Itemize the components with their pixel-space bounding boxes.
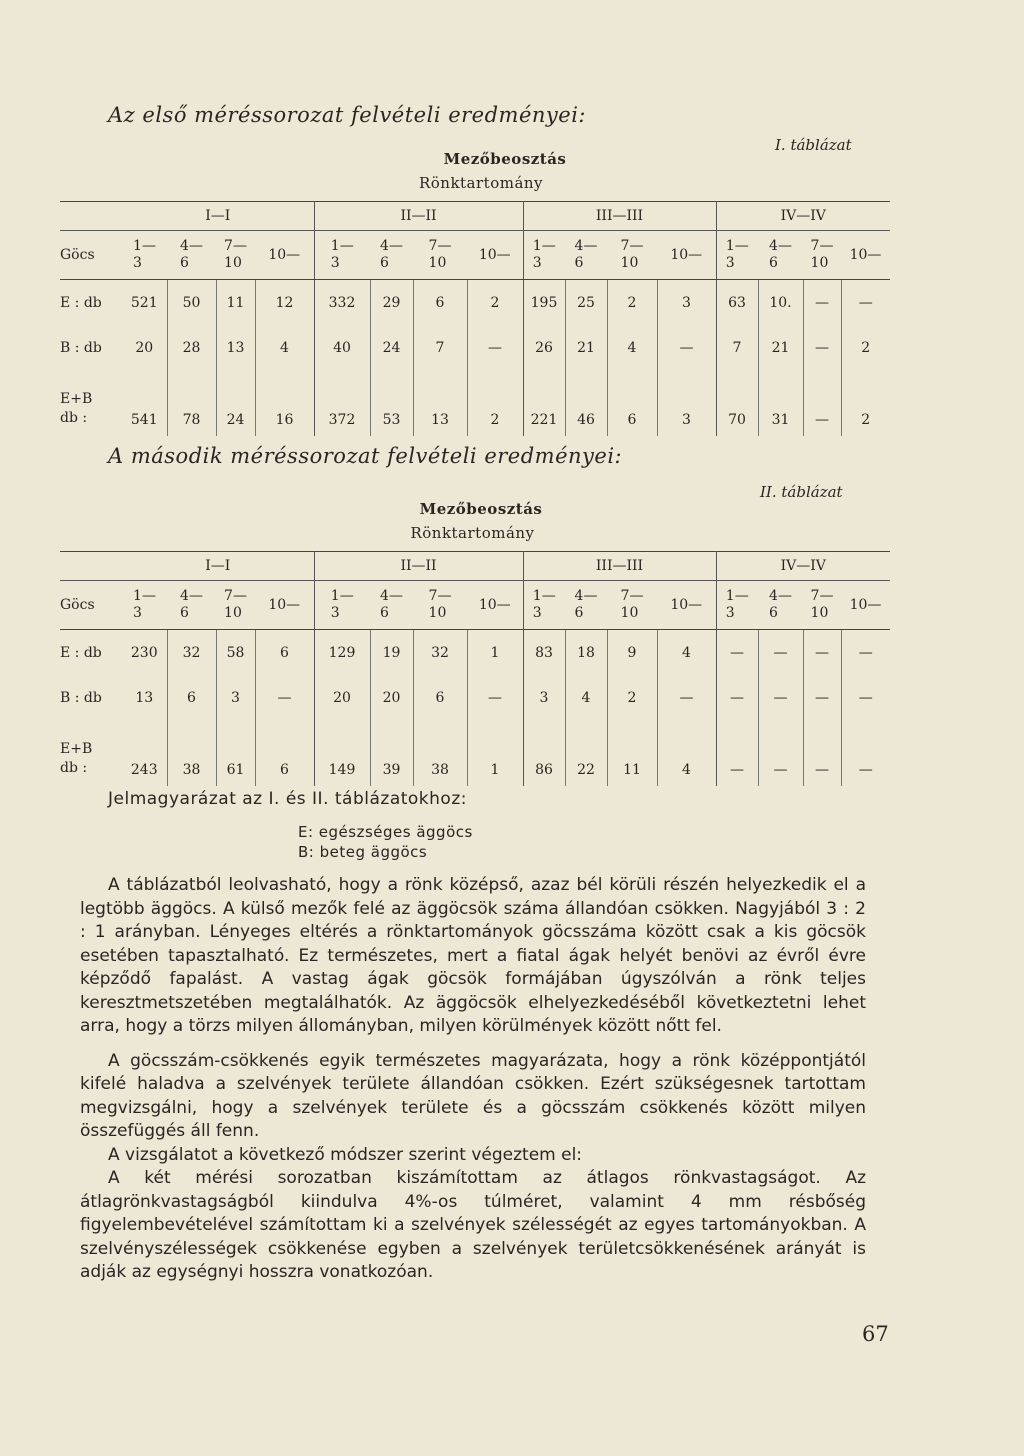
range-from: 1— [133,238,156,254]
table-cell: 1 [467,630,523,676]
range-to: 6 [180,605,189,621]
range-to: 3 [133,255,142,271]
table-cell: 24 [216,370,255,436]
row-label: E : db [60,644,102,661]
table-cell: — [803,720,841,786]
table-cell: — [758,720,803,786]
table2-group-4: IV—IV [716,552,890,581]
table1-row-eb [60,370,890,436]
range-to: 3 [725,255,735,271]
table1-range-header [370,231,413,280]
table-cell: 25 [565,280,607,326]
row-label-line: db : [60,410,88,426]
table-cell: — [803,280,841,326]
table-cell: 32 [413,630,467,676]
table-cell: 58 [216,630,255,676]
range-from: 10— [849,246,882,263]
body-text [80,874,866,1285]
range-label [533,238,556,272]
table-cell: — [858,294,873,311]
table2-range-row [60,581,890,630]
table2 [60,551,890,786]
table1-range-header [841,231,890,280]
table-cell: 10. [758,280,803,326]
range-to: 3 [532,605,542,621]
table-cell: 149 [314,720,370,786]
table1-range-header [467,231,523,280]
table-cell: 70 [716,370,758,436]
range-label [479,597,511,614]
table-cell: 39 [370,720,413,786]
paragraph-3: A vizsgálatot a következő módszer szerint végeztem el: [108,1144,583,1165]
legend-item-e: E: egészséges äggöcs [298,823,473,841]
table-cell: 1 [467,720,523,786]
table-cell: 332 [314,280,370,326]
range-label [575,588,598,622]
paragraph-2: A göcsszám-csökkenés egyik természetes magyarázata, hogy a rönk középpontjától kifelé haladva a szelvények területe állandóan csökken. Ezért szükségesnek tartottam megvizsgálni, hogy a szelvények területe és a göcsszám csökkenés között milyen összefüggés áll fenn. [80,1050,866,1141]
range-from: 10— [268,596,301,613]
range-from: 1— [330,238,354,254]
table1-group-4: IV—IV [716,202,890,231]
range-from: 7— [620,238,644,254]
table2-label: II. táblázat [760,483,843,501]
table-cell: 21 [758,325,803,370]
table-cell: 230 [122,630,167,676]
table-cell: 195 [523,280,565,326]
table-cell: 6 [255,720,314,786]
table-cell: 86 [523,720,565,786]
page-number: 67 [862,1322,889,1346]
table-cell: — [657,325,716,370]
table-cell: 40 [314,325,370,370]
range-to: 3 [532,255,542,271]
table-cell: 4 [565,675,607,720]
table-cell: 7 [413,325,467,370]
range-label [850,597,882,614]
table2-heading: A második méréssorozat felvételi eredményei: [108,444,623,468]
table2-group-2: II—II [314,552,523,581]
table1-range-header [216,231,255,280]
table-cell: 38 [413,720,467,786]
row-label [60,720,122,786]
table-cell: 83 [523,630,565,676]
range-from: 10— [478,596,511,613]
table2-range-title: Rönktartomány [410,524,535,542]
table-cell: — [803,675,841,720]
table-cell: 12 [255,280,314,326]
table1-range-header [803,231,841,280]
range-from: 7— [224,238,247,254]
range-label [180,238,203,272]
range-from: 4— [180,588,203,604]
row-label-line: E+B [60,391,93,407]
range-label [180,588,203,622]
table1-label: I. táblázat [775,136,852,154]
range-label [331,238,354,272]
table-cell: 32 [167,630,216,676]
range-label [811,238,834,272]
table-cell: 22 [565,720,607,786]
table1-range-header [758,231,803,280]
table-cell: — [716,630,758,676]
range-to: 10 [428,605,447,621]
table-cell: 7 [716,325,758,370]
table-cell: — [467,325,523,370]
table-cell: 6 [413,280,467,326]
range-to: 6 [380,255,389,271]
table2-range-header [122,581,167,630]
range-to: 10 [620,255,639,271]
table2-range-header [255,581,314,630]
table-cell: 4 [255,325,314,370]
table-cell: 2 [607,675,657,720]
range-label [429,588,452,622]
table-cell: 18 [565,630,607,676]
legend-list [298,822,473,862]
table1-field-title: Mezőbeosztás [443,150,567,168]
range-label [133,238,156,272]
table2-corner-top [60,552,122,581]
table-cell: 16 [255,370,314,436]
table-cell: 6 [607,370,657,436]
table1-range-header [523,231,565,280]
range-to: 6 [574,605,584,621]
table-cell: 6 [255,630,314,676]
range-from: 10— [478,246,511,263]
row-label: E : db [60,294,102,311]
table-cell: 13 [413,370,467,436]
table-cell: 521 [122,280,167,326]
table2-group-3: III—III [523,552,716,581]
table-cell: 24 [370,325,413,370]
range-label [133,588,156,622]
table2-range-header [167,581,216,630]
table2-group-1: I—I [122,552,314,581]
range-from: 1— [330,588,354,604]
table-cell: — [657,675,716,720]
table-cell: 11 [607,720,657,786]
range-label [268,247,300,264]
row-label [60,370,122,436]
range-to: 10 [620,605,639,621]
table-cell: 4 [657,720,716,786]
range-label [575,238,598,272]
table2-range-header [523,581,565,630]
range-from: 7— [224,588,247,604]
table1-group-3: III—III [523,202,716,231]
range-label [380,238,403,272]
table1-range-header [657,231,716,280]
table1 [60,201,890,436]
table-cell: 2 [861,339,871,356]
range-from: 4— [380,588,403,604]
range-label [533,588,556,622]
table-cell: 2 [607,280,657,326]
legend-item-b: B: beteg äggöcs [298,843,428,861]
range-to: 6 [769,605,778,621]
table-cell: 63 [716,280,758,326]
table-cell: 9 [607,630,657,676]
table-cell: 61 [216,720,255,786]
row-label: B : db [60,339,102,356]
range-to: 6 [574,255,584,271]
table-cell: 19 [370,630,413,676]
range-label [726,588,749,622]
table2-range-header [565,581,607,630]
table-cell: — [803,370,841,436]
table1-range-header [413,231,467,280]
table2-range-header [716,581,758,630]
table2-range-header [657,581,716,630]
table2-range-header [370,581,413,630]
table-cell: 29 [370,280,413,326]
table-cell: 6 [413,675,467,720]
table-cell: 53 [370,370,413,436]
table-cell: 13 [216,325,255,370]
range-to: 10 [224,255,242,271]
table-cell: 21 [565,325,607,370]
range-to: 3 [133,605,142,621]
range-label [811,588,834,622]
table-cell: — [858,762,873,778]
table-cell: 46 [565,370,607,436]
range-from: 1— [133,588,156,604]
table1-range-header [716,231,758,280]
range-to: 10 [428,255,447,271]
range-label [268,597,300,614]
table2-row-b [60,675,890,720]
range-label [621,588,644,622]
range-from: 1— [725,588,749,604]
table-cell: 20 [314,675,370,720]
range-label [479,247,511,264]
table-cell: 50 [167,280,216,326]
range-label [726,238,749,272]
table2-range-header [413,581,467,630]
table1-corner-top [60,202,122,231]
range-label [769,588,792,622]
range-from: 10— [670,246,703,263]
range-label [429,238,452,272]
table-cell: — [716,720,758,786]
table2-range-header [803,581,841,630]
table1-range-header [167,231,216,280]
table-cell: 20 [370,675,413,720]
table1-range-row [60,231,890,280]
table-cell: 3 [523,675,565,720]
table2-row-eb [60,720,890,786]
table-cell: 541 [122,370,167,436]
table1-range-header [255,231,314,280]
range-from: 1— [532,588,556,604]
range-from: 10— [268,246,301,263]
table-cell: 31 [758,370,803,436]
table-cell: 13 [122,675,167,720]
table1-group-1: I—I [122,202,314,231]
row-label-line: db : [60,760,88,776]
table-cell: — [716,675,758,720]
range-label [850,247,882,264]
range-to: 6 [180,255,189,271]
table1-row-e [60,280,890,326]
paragraph-4: A két mérési sorozatban kiszámítottam az átlagos rönkvastagságot. Az átlagrönkvastagságból kiindulva 4%-os túlméret, valamint 4 mm résbőség figyelembevételével számítottam ki a szelvények szélességét az egyes tartományokban. A szelvényszélességek csökkenése egyben a szelvények területcsökkenésének arányát is adják az egységnyi hosszra vonatkozóan. [80,1168,866,1282]
table-cell: 3 [657,370,716,436]
range-to: 10 [224,605,242,621]
range-from: 4— [180,238,203,254]
range-label [224,238,247,272]
range-to: 10 [810,605,829,621]
table1-range-title: Rönktartomány [418,174,544,192]
table-cell: — [858,689,873,706]
table-cell: 6 [167,675,216,720]
table1-range-header [122,231,167,280]
range-label [769,238,792,272]
range-from: 4— [574,588,598,604]
range-from: 7— [810,588,834,604]
table-cell: 372 [314,370,370,436]
table-cell: 221 [523,370,565,436]
range-from: 10— [849,596,882,613]
table-cell: — [758,630,803,676]
range-to: 10 [810,255,829,271]
range-label [380,588,403,622]
row-label-line: E+B [60,741,93,757]
range-from: 1— [532,238,556,254]
range-to: 3 [330,605,340,621]
range-from: 4— [574,238,598,254]
table-cell: 2 [467,280,523,326]
table-cell: — [758,675,803,720]
range-from: 7— [428,238,452,254]
table2-range-header [841,581,890,630]
table-cell: — [467,675,523,720]
range-to: 3 [330,255,340,271]
table1-group-row [60,202,890,231]
table-cell: 4 [607,325,657,370]
range-label [621,238,644,272]
table2-field-title: Mezőbeosztás [419,500,543,518]
table-cell: 38 [167,720,216,786]
range-label [670,597,702,614]
table1-row-b [60,325,890,370]
range-label [224,588,247,622]
range-from: 4— [380,238,403,254]
table-cell: — [255,675,314,720]
legend-title: Jelmagyarázat az I. és II. táblázatokhoz: [108,789,467,809]
table-cell: 78 [167,370,216,436]
table1-group-2: II—II [314,202,523,231]
table-cell: 28 [167,325,216,370]
table-cell: 3 [657,280,716,326]
table2-range-header [467,581,523,630]
table2-row-e [60,630,890,676]
range-from: 1— [725,238,749,254]
range-to: 3 [725,605,735,621]
table2-group-row [60,552,890,581]
table-cell: 4 [657,630,716,676]
table-cell: 243 [122,720,167,786]
range-to: 6 [380,605,389,621]
table1-corner-label: Göcs [60,231,122,280]
range-from: 7— [620,588,644,604]
table1-range-header [565,231,607,280]
table2-range-header [314,581,370,630]
table-cell: 129 [314,630,370,676]
table-cell: — [803,630,841,676]
table-cell: 20 [122,325,167,370]
table-cell: 26 [523,325,565,370]
table-cell: 3 [216,675,255,720]
row-label: B : db [60,689,102,706]
table-cell: 11 [216,280,255,326]
table2-range-header [607,581,657,630]
table2-range-header [216,581,255,630]
range-to: 6 [769,255,778,271]
table1-range-header [607,231,657,280]
range-label [331,588,354,622]
table-cell: — [803,325,841,370]
table-cell: 2 [467,370,523,436]
range-from: 7— [810,238,834,254]
range-label [670,247,702,264]
table1-heading: Az első méréssorozat felvételi eredményei: [108,103,586,127]
range-from: 7— [428,588,452,604]
range-from: 4— [769,588,792,604]
table1-range-header [314,231,370,280]
table-cell: — [858,644,873,661]
range-from: 10— [670,596,703,613]
table2-range-header [758,581,803,630]
paragraph-1: A táblázatból leolvasható, hogy a rönk középső, azaz bél körüli részén helyezkedik el a legtöbb äggöcs. A külső mezők felé az äggöcsök száma állandóan csökken. Nagyjából 3 : 2 : 1 arányban. Lényeges eltérés a rönktartományok göcsszáma között csak a kis göcsök esetében tapasztalható. Ez természetes, mert a fiatal ágak helyét benövi az évről évre képződő fapalást. A vastag ágak göcsök formájában úgyszólván a rönk teljes keresztmetszetében megtalálhatók. Az äggöcsök elhelyezkedéséből következtetni lehet arra, hogy a törzs milyen állományban, milyen körülmények között nőtt fel. [80,875,866,1036]
range-from: 4— [769,238,792,254]
table-cell: 2 [861,412,871,428]
table2-corner-label: Göcs [60,581,122,630]
